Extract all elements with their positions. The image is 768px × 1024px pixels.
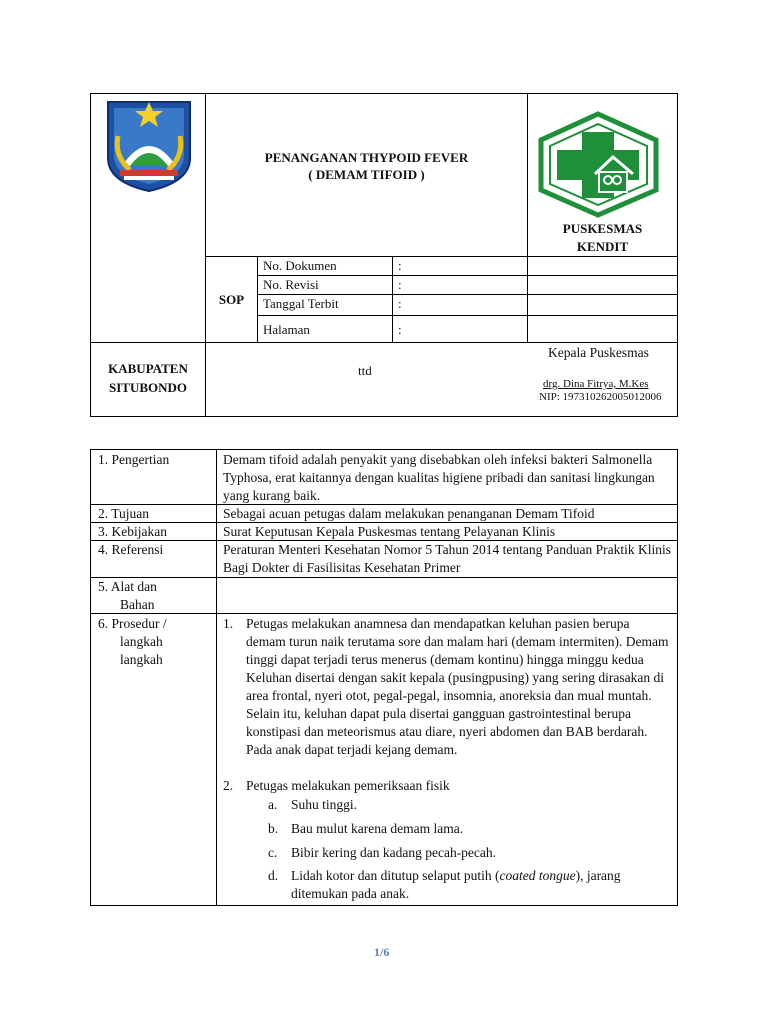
kabupaten-logo xyxy=(100,96,198,194)
sub-d-letter: d. xyxy=(268,868,279,883)
step2-number: 2. xyxy=(223,778,234,793)
revision-label: No. Revisi xyxy=(263,277,319,292)
row-text-pengertian: Demam tifoid adalah penyakit yang disebabkan oleh infeksi bakteri Salmonella Typhosa, erat kaitannya dengan kualitas higiene pribadi dan sanitasi lingkungan yang kurang baik. xyxy=(223,452,655,503)
doc-number-sep: : xyxy=(398,258,402,273)
step1-number: 1. xyxy=(223,616,234,631)
issue-date-sep: : xyxy=(398,296,402,311)
puskesmas-logo xyxy=(535,110,662,219)
sub-a-letter: a. xyxy=(268,797,278,812)
sub-b-letter: b. xyxy=(268,821,279,836)
sub-a-text: Suhu tinggi. xyxy=(291,797,358,812)
sub-d-text-pre: Lidah kotor dan ditutup selaput putih ( xyxy=(291,868,500,883)
row-text-referensi: Peraturan Menteri Kesehatan Nomor 5 Tahun 2014 tentang Panduan Praktik Klinis Bagi Dokter di Fasilisitas Kesehatan Primer xyxy=(223,542,671,575)
sub-c-letter: c. xyxy=(268,845,278,860)
page-sep: : xyxy=(398,322,402,337)
row-label-alat-line2: Bahan xyxy=(120,597,155,612)
document-subtitle: ( DEMAM TIFOID ) xyxy=(308,167,425,182)
head-name: drg. Dina Fitrya, M.Kes xyxy=(543,378,649,390)
row-label-tujuan: 2. Tujuan xyxy=(98,506,150,521)
row-label-prosedur-line2: langkah xyxy=(120,634,163,649)
signature-mark: ttd xyxy=(358,363,372,378)
document-title: PENANGANAN THYPOID FEVER xyxy=(264,150,469,165)
row-label-prosedur: 6. Prosedur / xyxy=(98,616,167,631)
sub-c-text: Bibir kering dan kadang pecah-pecah. xyxy=(291,845,497,860)
step2-text: Petugas melakukan pemeriksaan fisik xyxy=(246,778,450,793)
sub-d-text-italic: coated tongue xyxy=(499,868,576,883)
page-label: Halaman xyxy=(263,322,310,337)
kabupaten-name: SITUBONDO xyxy=(108,380,188,395)
head-nip: NIP: 197310262005012006 xyxy=(539,391,662,403)
sop-label: SOP xyxy=(218,292,245,307)
row-label-prosedur-line3: langkah xyxy=(120,652,163,667)
sub-d-text-post: ), jarang ditemukan pada anak. xyxy=(291,868,621,901)
row-label-kebijakan: 3. Kebijakan xyxy=(98,524,167,539)
head-title: Kepala Puskesmas xyxy=(548,345,649,360)
row-text-kebijakan: Surat Keputusan Kepala Puskesmas tentang Pelayanan Klinis xyxy=(223,524,556,539)
step1-text: Petugas melakukan anamnesa dan mendapatkan keluhan pasien berupa demam turun naik terutama sore dan malam hari (demam intermiten). Demam tinggi dapat terjadi terus menerus (demam kontinu) hingga minggu kedua Keluhan disertai dengan sakit kepala (pusingpusing) yang sering dirasakan di area frontal, nyeri otot, pegal-pegal, insomnia, anoreksia dan mual muntah. Selain itu, keluhan dapat pula disertai gangguan gastrointestinal berupa konstipasi dan meteorismus atau diare, nyeri abdomen dan BAB berdarah. Pada anak dapat terjadi kejang demam. xyxy=(246,616,669,757)
doc-number-label: No. Dokumen xyxy=(263,258,337,273)
page-number: 1/6 xyxy=(374,945,390,959)
puskesmas-name: PUSKESMAS xyxy=(562,221,643,236)
row-label-pengertian: 1. Pengertian xyxy=(98,452,170,467)
row-label-alat: 5. Alat dan xyxy=(98,579,157,594)
row-label-referensi: 4. Referensi xyxy=(98,542,164,557)
puskesmas-location: KENDIT xyxy=(576,239,629,254)
kabupaten-label: KABUPATEN xyxy=(108,361,188,376)
sub-b-text: Bau mulut karena demam lama. xyxy=(291,821,464,836)
revision-sep: : xyxy=(398,277,402,292)
sub-d-text xyxy=(291,867,672,903)
issue-date-label: Tanggal Terbit xyxy=(263,296,339,311)
row-text-tujuan: Sebagai acuan petugas dalam melakukan penanganan Demam Tifoid xyxy=(223,506,595,521)
